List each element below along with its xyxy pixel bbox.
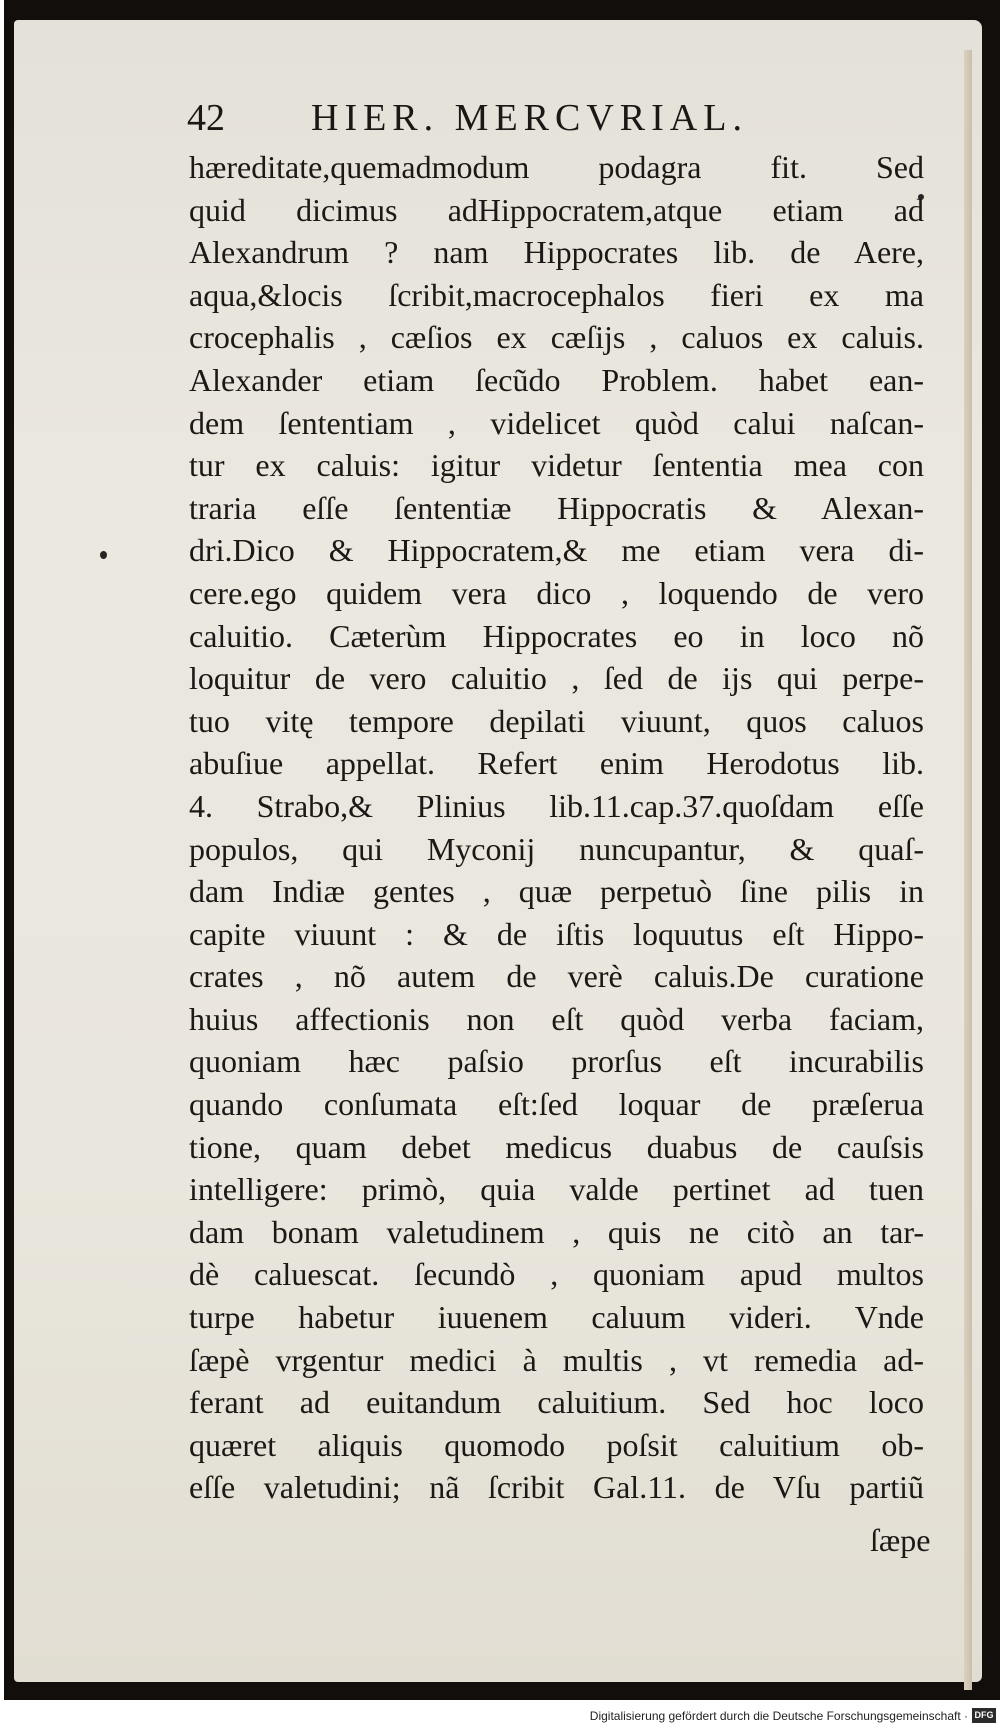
text-line: Alexander etiam ſecũdo Problem. habet ean- bbox=[189, 361, 924, 398]
text-line: populos, qui Myconij nuncupantur, & quaſ- bbox=[189, 830, 924, 867]
text-line: quando conſumata eſt:ſed loquar de præſerua bbox=[189, 1086, 924, 1123]
text-line: dem ſententiam , videlicet quòd calui naſcan- bbox=[189, 404, 924, 441]
catchword: ſæpe bbox=[870, 1522, 931, 1558]
text-line: loquitur de vero caluitio , ſed de ijs qui perpe- bbox=[189, 660, 924, 697]
text-line: crates , nõ autem de verè caluis.De curatione bbox=[189, 958, 924, 995]
text-line: hæreditate,quemadmodum podagra fit. Sed bbox=[189, 149, 924, 185]
page-header bbox=[187, 96, 847, 148]
text-line: intelligere: primò, quia valde pertinet ad tuen bbox=[189, 1171, 924, 1208]
text-line: ferant ad euitandum caluitium. Sed hoc loco bbox=[189, 1384, 924, 1421]
text-line: aqua,&locis ſcribit,macrocephalos fieri ex ma bbox=[189, 276, 924, 313]
dfg-logo: DFG bbox=[972, 1708, 996, 1723]
running-title: HIER. MERCVRIAL. bbox=[311, 97, 748, 139]
text-line: Alexandrum ? nam Hippocrates lib. de Aere, bbox=[189, 234, 924, 271]
page-edge bbox=[964, 50, 972, 1690]
text-line: dè caluescat. ſecundò , quoniam apud multos bbox=[189, 1256, 924, 1293]
text-line: tuo vitę tempore depilati viuunt, quos caluos bbox=[189, 702, 924, 739]
ink-speck bbox=[100, 551, 107, 559]
text-line: traria eſſe ſententiæ Hippocratis & Alexan- bbox=[189, 489, 924, 526]
text-line: eſſe valetudini; nã ſcribit Gal.11. de Vſu partiũ bbox=[189, 1469, 924, 1506]
text-line: quæret aliquis quomodo poſsit caluitium ob- bbox=[189, 1426, 924, 1463]
text-line: cere.ego quidem vera dico , loquendo de vero bbox=[189, 574, 924, 611]
text-line: 4. Strabo,& Plinius lib.11.cap.37.quoſdam eſſe bbox=[189, 787, 924, 824]
text-line: turpe habetur iuuenem caluum videri. Vnde bbox=[189, 1299, 924, 1336]
digitization-credit: Digitalisierung gefördert durch die Deutsche Forschungsgemeinschaft · bbox=[589, 1709, 968, 1723]
text-line: abuſiue appellat. Refert enim Herodotus lib. bbox=[189, 745, 924, 782]
body-text bbox=[189, 146, 924, 1509]
text-line: ſæpè vrgentur medici à multis , vt remedia ad- bbox=[189, 1341, 924, 1378]
text-line: quoniam hæc paſsio prorſus eſt incurabilis bbox=[189, 1043, 924, 1080]
text-line: dam Indiæ gentes , quæ perpetuò ſine pilis in bbox=[189, 873, 924, 910]
text-line: huius affectionis non eſt quòd verba faciam, bbox=[189, 1000, 924, 1037]
text-line: capite viuunt : & de iſtis loquutus eſt Hippo- bbox=[189, 915, 924, 952]
page-number: 42 bbox=[187, 97, 225, 139]
text-line: caluitio. Cæterùm Hippocrates eo in loco nõ bbox=[189, 617, 924, 654]
text-line: dri.Dico & Hippocratem,& me etiam vera di- bbox=[189, 532, 924, 569]
text-line: quid dicimus adHippocratem,atque etiam ad bbox=[189, 191, 924, 228]
text-line: tur ex caluis: igitur videtur ſententia mea con bbox=[189, 447, 924, 484]
text-line: dam bonam valetudinem , quis ne citò an tar- bbox=[189, 1213, 924, 1250]
text-line: tione, quam debet medicus duabus de cauſsis bbox=[189, 1128, 924, 1165]
text-line: crocephalis , cæſios ex cæſijs , caluos ex caluis. bbox=[189, 319, 924, 356]
